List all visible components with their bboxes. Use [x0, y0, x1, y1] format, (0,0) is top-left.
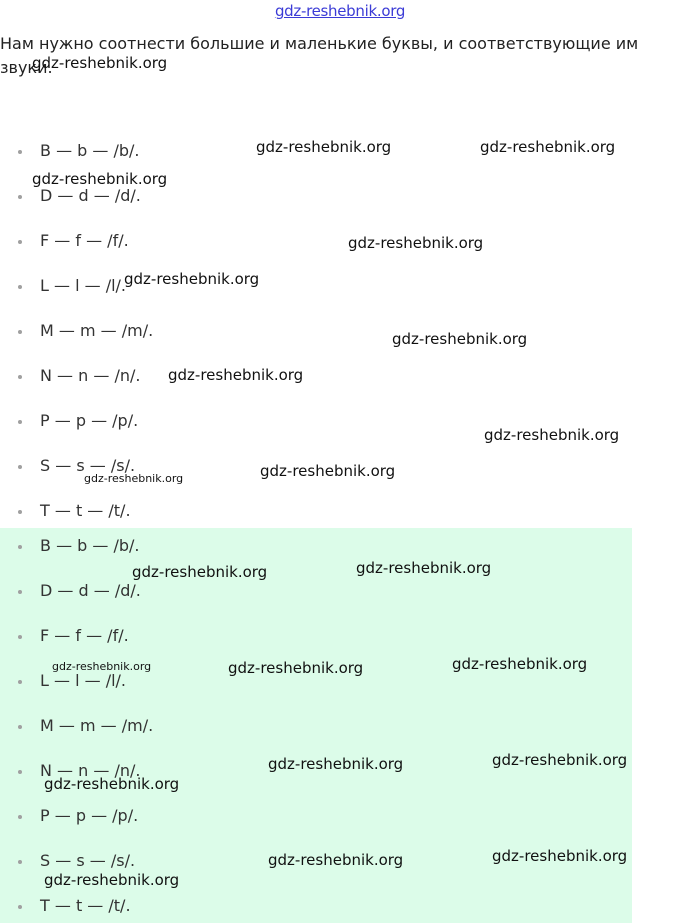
- bullet-icon: [18, 420, 22, 424]
- watermark-text: gdz-reshebnik.org: [268, 851, 404, 869]
- letter-pair-text: T — t — /t/.: [40, 501, 131, 520]
- letter-pair-text: B — b — /b/.: [40, 141, 140, 160]
- letter-pair-text: F — f — /f/.: [40, 231, 129, 250]
- letter-pair-text: B — b — /b/.: [40, 536, 140, 555]
- bullet-icon: [18, 285, 22, 289]
- letter-pair-text: M — m — /m/.: [40, 321, 154, 340]
- watermark-text: gdz-reshebnik.org: [260, 462, 396, 480]
- bullet-icon: [18, 815, 22, 819]
- watermark-text: gdz-reshebnik.org: [452, 655, 588, 673]
- letter-pair-text: P — p — /p/.: [40, 411, 139, 430]
- watermark-text: gdz-reshebnik.org: [132, 563, 268, 581]
- watermark-text: gdz-reshebnik.org: [492, 751, 628, 769]
- watermark-text: gdz-reshebnik.org: [32, 54, 168, 72]
- watermark-text: gdz-reshebnik.org: [44, 871, 180, 889]
- bullet-icon: [18, 375, 22, 379]
- watermark-text: gdz-reshebnik.org: [392, 330, 528, 348]
- letter-pair-text: D — d — /d/.: [40, 581, 141, 600]
- bullet-icon: [18, 465, 22, 469]
- letter-pair-text: S — s — /s/.: [40, 851, 136, 870]
- letter-pair-text: F — f — /f/.: [40, 626, 129, 645]
- letter-pair-text: L — l — /l/.: [40, 671, 127, 690]
- bullet-icon: [18, 635, 22, 639]
- bullet-icon: [18, 590, 22, 594]
- watermark-text: gdz-reshebnik.org: [480, 138, 616, 156]
- bullet-icon: [18, 195, 22, 199]
- intro-text: Нам нужно соотнести большие и маленькие буквы, и соответствующие им звуки.: [0, 34, 639, 77]
- watermark-text: gdz-reshebnik.org: [228, 659, 364, 677]
- bullet-icon: [18, 150, 22, 154]
- letter-pair-text: S — s — /s/.: [40, 456, 136, 475]
- letter-pair-text: D — d — /d/.: [40, 186, 141, 205]
- watermark-text: gdz-reshebnik.org: [268, 755, 404, 773]
- watermark-text: gdz-reshebnik.org: [484, 426, 620, 444]
- site-link[interactable]: gdz-reshebnik.org: [274, 2, 406, 20]
- letter-pair-text: N — n — /n/.: [40, 366, 141, 385]
- bullet-icon: [18, 240, 22, 244]
- bullet-icon: [18, 330, 22, 334]
- bullet-icon: [18, 905, 22, 909]
- letter-pair-text: N — n — /n/.: [40, 761, 141, 780]
- watermark-text: gdz-reshebnik.org: [492, 847, 628, 865]
- watermark-text: gdz-reshebnik.org: [52, 660, 152, 673]
- watermark-text: gdz-reshebnik.org: [124, 270, 260, 288]
- bullet-icon: [18, 680, 22, 684]
- watermark-text: gdz-reshebnik.org: [256, 138, 392, 156]
- bullet-icon: [18, 725, 22, 729]
- watermark-text: gdz-reshebnik.org: [356, 559, 492, 577]
- watermark-text: gdz-reshebnik.org: [168, 366, 304, 384]
- bullet-icon: [18, 510, 22, 514]
- letter-pair-text: T — t — /t/.: [40, 896, 131, 915]
- letter-pair-text: P — p — /p/.: [40, 806, 139, 825]
- letter-pair-text: L — l — /l/.: [40, 276, 127, 295]
- bullet-icon: [18, 545, 22, 549]
- watermark-text: gdz-reshebnik.org: [32, 170, 168, 188]
- bullet-icon: [18, 770, 22, 774]
- bullet-icon: [18, 860, 22, 864]
- letter-pair-text: M — m — /m/.: [40, 716, 154, 735]
- watermark-text: gdz-reshebnik.org: [44, 775, 180, 793]
- watermark-text: gdz-reshebnik.org: [84, 472, 184, 485]
- watermark-text: gdz-reshebnik.org: [348, 234, 484, 252]
